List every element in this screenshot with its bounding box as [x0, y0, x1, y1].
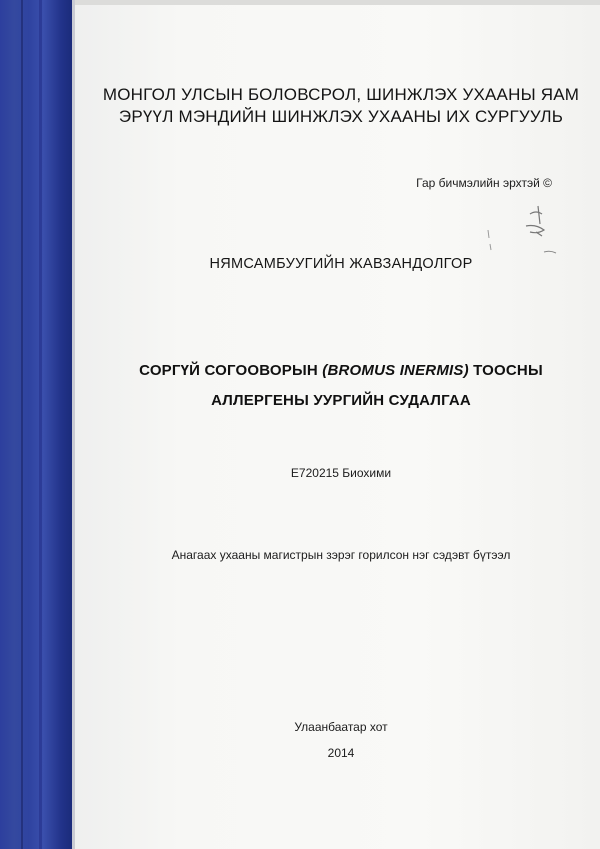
institution-header — [96, 84, 586, 128]
ministry-name: МОНГОЛ УЛСЫН БОЛОВСРОЛ, ШИНЖЛЭХ УХААНЫ ЯАМ — [102, 85, 580, 104]
copyright-notice: Гар бичмэлийн эрхтэй © — [416, 176, 552, 190]
specialty-code: E720215 Биохими — [290, 466, 392, 480]
city-name: Улаанбаатар хот — [294, 720, 388, 734]
title-line-2: АЛЛЕРГЕНЫ УУРГИЙН СУДАЛГАА — [211, 392, 471, 409]
title-prefix: СОРГҮЙ СОГООВОРЫН — [139, 362, 323, 379]
handwritten-signature-icon — [478, 200, 568, 260]
university-name: ЭРҮҮЛ МЭНДИЙН ШИНЖЛЭХ УХААНЫ ИХ СУРГУУЛЬ — [118, 107, 564, 126]
title-line-1 — [96, 356, 586, 386]
author-name: НЯМСАМБУУГИЙН ЖАВЗАНДОЛГОР — [209, 256, 473, 272]
publication-year: 2014 — [327, 746, 355, 760]
spine-fold-line — [39, 0, 42, 849]
title-latin-name: (BROMUS INERMIS) — [322, 362, 469, 379]
spine-fold-line — [21, 0, 23, 849]
degree-statement: Анагаах ухааны магистрын зэрэг горилсон нэг сэдэвт бүтээл — [171, 548, 511, 562]
blue-binding-spine — [0, 0, 72, 849]
title-suffix: ТООСНЫ — [468, 362, 543, 379]
thesis-title — [96, 356, 586, 416]
paper-top-edge — [75, 0, 600, 5]
binding-edge — [72, 0, 75, 849]
